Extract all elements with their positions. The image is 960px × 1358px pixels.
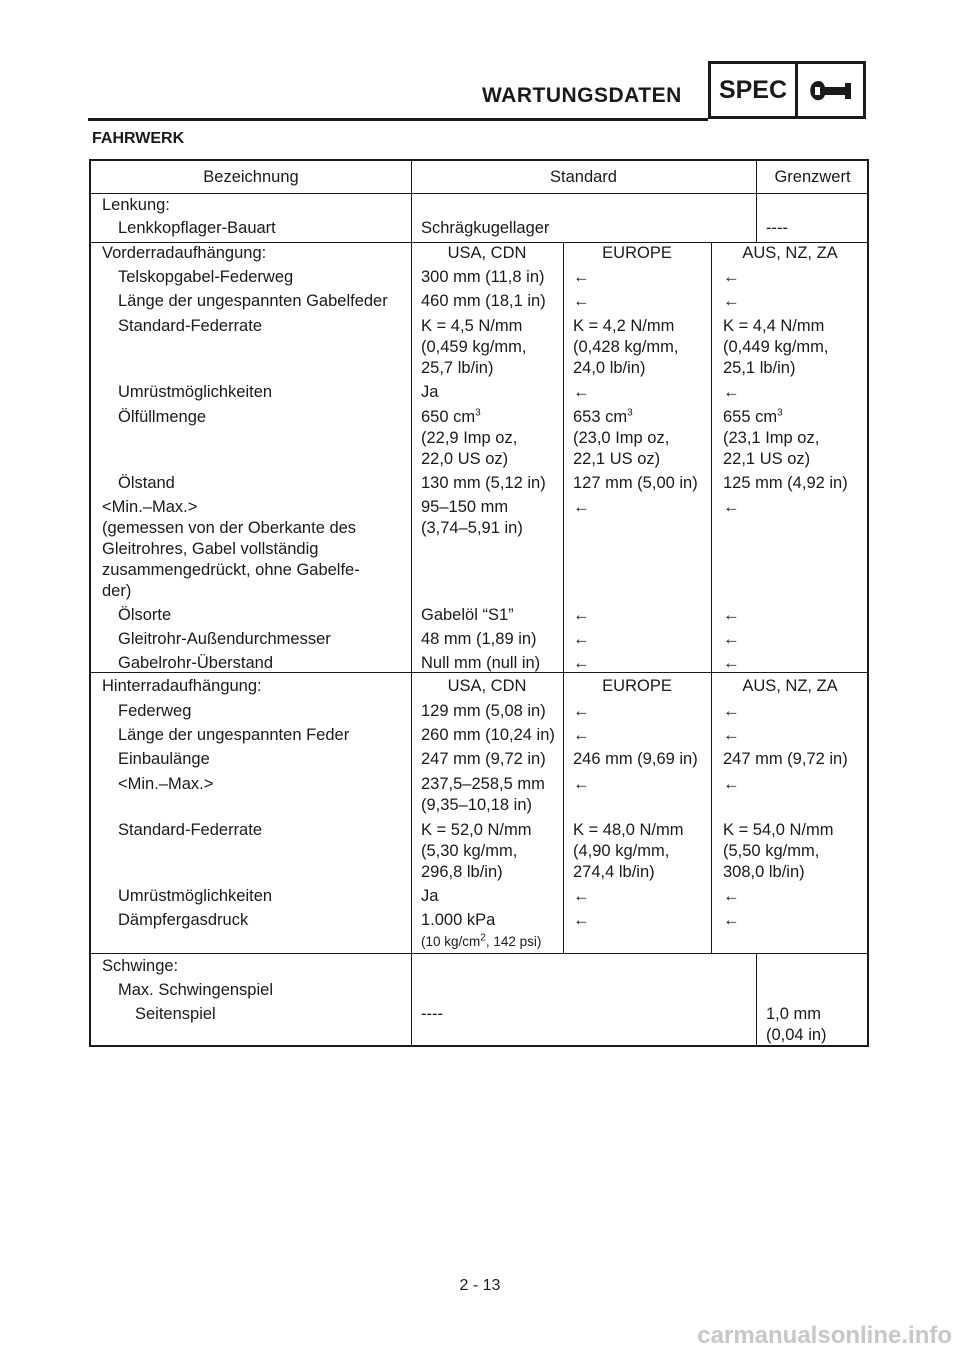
rear-rate-europe: K = 48,0 N/mm: [573, 821, 684, 839]
rear-rate-aus: K = 54,0 N/mm: [723, 821, 834, 839]
front-minmax-label: <Min.–Max.>: [102, 498, 198, 516]
front-minmax-note: der): [102, 582, 132, 600]
steering-bearing-limit: ----: [766, 219, 788, 237]
same-arrow: ←: [723, 292, 740, 310]
front-oil-type-label: Ölsorte: [118, 606, 172, 624]
same-arrow: ←: [573, 911, 590, 929]
rear-travel-label: Federweg: [118, 702, 192, 720]
rear-installed-usa: 247 mm (9,72 in): [421, 750, 546, 768]
front-outer-tube-value: 48 mm (1,89 in): [421, 630, 537, 648]
front-oil-qty-aus: 655 $cm^3$: [723, 407, 783, 426]
same-arrow: ←: [723, 887, 740, 905]
col-header-name: Bezeichnung: [203, 168, 299, 186]
rear-rate-usa: 296,8 lb/in): [421, 863, 503, 881]
front-rate-aus: (0,449 kg/mm,: [723, 338, 829, 356]
section-title: FAHRWERK: [92, 130, 185, 147]
same-arrow: ←: [723, 630, 740, 648]
rear-rate-europe: (4,90 kg/mm,: [573, 842, 670, 860]
same-arrow: ←: [573, 630, 590, 648]
front-rate-aus: 25,1 lb/in): [723, 359, 796, 377]
watermark: carmanualsonline.info: [697, 1322, 952, 1349]
swingarm-side-limit: 1,0 mm: [766, 1005, 822, 1023]
rear-rate-label: Standard-Federrate: [118, 821, 262, 839]
rear-gas-value-metric: (10 $kg/cm^2$, 142 psi): [421, 932, 542, 949]
rear-options-label: Umrüstmöglichkeiten: [118, 887, 273, 905]
front-rate-usa: 25,7 lb/in): [421, 359, 494, 377]
swingarm-side-label: Seitenspiel: [135, 1005, 216, 1023]
rear-travel-value: 129 mm (5,08 in): [421, 702, 546, 720]
front-minmax-value: (3,74–5,91 in): [421, 519, 523, 537]
front-oil-level-europe: 127 mm (5,00 in): [573, 474, 698, 492]
front-inner-tube-label: Gabelrohr-Überstand: [118, 654, 273, 672]
front-minmax-note: (gemessen von der Oberkante des: [102, 519, 357, 537]
front-oil-qty-usa: 650 $cm^3$: [421, 407, 481, 426]
header-rule: [88, 118, 708, 121]
rear-gas-value: 1.000 kPa: [421, 911, 496, 929]
same-arrow: ←: [723, 383, 740, 401]
same-arrow: ←: [573, 383, 590, 401]
rear-region-aus: AUS, NZ, ZA: [742, 677, 838, 695]
rear-rate-europe: 274,4 lb/in): [573, 863, 655, 881]
same-arrow: ←: [723, 268, 740, 286]
same-arrow: ←: [573, 775, 590, 793]
same-arrow: ←: [723, 726, 740, 744]
front-minmax-value: 95–150 mm: [421, 498, 509, 516]
front-options-label: Umrüstmöglichkeiten: [118, 383, 273, 401]
same-arrow: ←: [573, 292, 590, 310]
front-region-aus: AUS, NZ, ZA: [742, 244, 838, 262]
front-outer-tube-label: Gleitrohr-Außendurchmesser: [118, 630, 331, 648]
front-oil-level-aus: 125 mm (4,92 in): [723, 474, 848, 492]
front-oil-qty-usa: 22,0 US oz): [421, 450, 509, 468]
rear-region-europe: EUROPE: [602, 677, 672, 695]
swingarm-side-value: ----: [421, 1005, 443, 1023]
rear-installed-europe: 246 mm (9,69 in): [573, 750, 698, 768]
rear-rate-aus: 308,0 lb/in): [723, 863, 805, 881]
spec-label: SPEC: [711, 64, 798, 116]
front-rate-usa: K = 4,5 N/mm: [421, 317, 523, 335]
front-oil-qty-europe: 22,1 US oz): [573, 450, 661, 468]
rear-region-usa: USA, CDN: [447, 677, 527, 695]
wrench-icon: [805, 73, 857, 107]
rear-minmax-value: 237,5–258,5 mm: [421, 775, 545, 793]
front-spring-free-label: Länge der ungespannten Gabelfeder: [118, 292, 388, 310]
front-oil-qty-usa: (22,9 Imp oz,: [421, 429, 518, 447]
front-minmax-note: Gleitrohres, Gabel vollständig: [102, 540, 319, 558]
swingarm-play-label: Max. Schwingenspiel: [118, 981, 273, 999]
front-rate-europe: (0,428 kg/mm,: [573, 338, 679, 356]
swingarm-side-limit: (0,04 in): [766, 1026, 827, 1044]
front-minmax-note: zusammengedrückt, ohne Gabelfe-: [102, 561, 360, 579]
front-options-value: Ja: [421, 383, 439, 401]
col-header-standard: Standard: [550, 168, 617, 186]
front-title: Vorderradaufhängung:: [102, 244, 267, 262]
rear-installed-label: Einbaulänge: [118, 750, 210, 768]
same-arrow: ←: [723, 775, 740, 793]
front-rate-usa: (0,459 kg/mm,: [421, 338, 527, 356]
col-header-limit: Grenzwert: [774, 168, 851, 186]
same-arrow: ←: [573, 887, 590, 905]
front-travel-label: Telskopgabel-Federweg: [118, 268, 294, 286]
spec-badge: [708, 61, 866, 119]
rear-minmax-value: (9,35–10,18 in): [421, 796, 532, 814]
swingarm-title: Schwinge:: [102, 957, 179, 975]
same-arrow: ←: [723, 498, 740, 516]
rear-gas-label: Dämpfergasdruck: [118, 911, 249, 929]
front-oil-qty-europe: 653 $cm^3$: [573, 407, 633, 426]
steering-title: Lenkung:: [102, 196, 170, 214]
front-rate-europe: K = 4,2 N/mm: [573, 317, 675, 335]
same-arrow: ←: [573, 498, 590, 516]
same-arrow: ←: [573, 726, 590, 744]
rear-spring-free-value: 260 mm (10,24 in): [421, 726, 555, 744]
front-rate-aus: K = 4,4 N/mm: [723, 317, 825, 335]
steering-bearing-label: Lenkkopflager-Bauart: [118, 219, 276, 237]
same-arrow: ←: [723, 654, 740, 672]
same-arrow: ←: [723, 702, 740, 720]
front-oil-level-label: Ölstand: [118, 474, 175, 492]
page-title: WARTUNGSDATEN: [482, 84, 682, 107]
rear-rate-usa: (5,30 kg/mm,: [421, 842, 518, 860]
page-number: 2 - 13: [459, 1277, 501, 1294]
front-oil-qty-aus: 22,1 US oz): [723, 450, 811, 468]
rear-minmax-label: <Min.–Max.>: [118, 775, 214, 793]
front-rate-label: Standard-Federrate: [118, 317, 262, 335]
front-spring-free-value: 460 mm (18,1 in): [421, 292, 546, 310]
front-oil-qty-aus: (23,1 Imp oz,: [723, 429, 820, 447]
front-rate-europe: 24,0 lb/in): [573, 359, 646, 377]
front-oil-qty-europe: (23,0 Imp oz,: [573, 429, 670, 447]
rear-spring-free-label: Länge der ungespannten Feder: [118, 726, 350, 744]
front-inner-tube-value: Null mm (null in): [421, 654, 541, 672]
front-oil-type-value: Gabelöl “S1”: [421, 606, 514, 624]
front-region-europe: EUROPE: [602, 244, 672, 262]
rear-installed-aus: 247 mm (9,72 in): [723, 750, 848, 768]
rear-rate-usa: K = 52,0 N/mm: [421, 821, 532, 839]
front-oil-qty-label: Ölfüllmenge: [118, 408, 207, 426]
front-oil-level-usa: 130 mm (5,12 in): [421, 474, 546, 492]
same-arrow: ←: [573, 654, 590, 672]
same-arrow: ←: [573, 268, 590, 286]
spec-table: [89, 159, 869, 1047]
same-arrow: ←: [723, 606, 740, 624]
steering-bearing-value: Schrägkugellager: [421, 219, 550, 237]
rear-options-value: Ja: [421, 887, 439, 905]
same-arrow: ←: [573, 702, 590, 720]
same-arrow: ←: [573, 606, 590, 624]
rear-rate-aus: (5,50 kg/mm,: [723, 842, 820, 860]
rear-title: Hinterradaufhängung:: [102, 677, 262, 695]
front-region-usa: USA, CDN: [447, 244, 527, 262]
front-travel-value: 300 mm (11,8 in): [421, 268, 545, 286]
same-arrow: ←: [723, 911, 740, 929]
